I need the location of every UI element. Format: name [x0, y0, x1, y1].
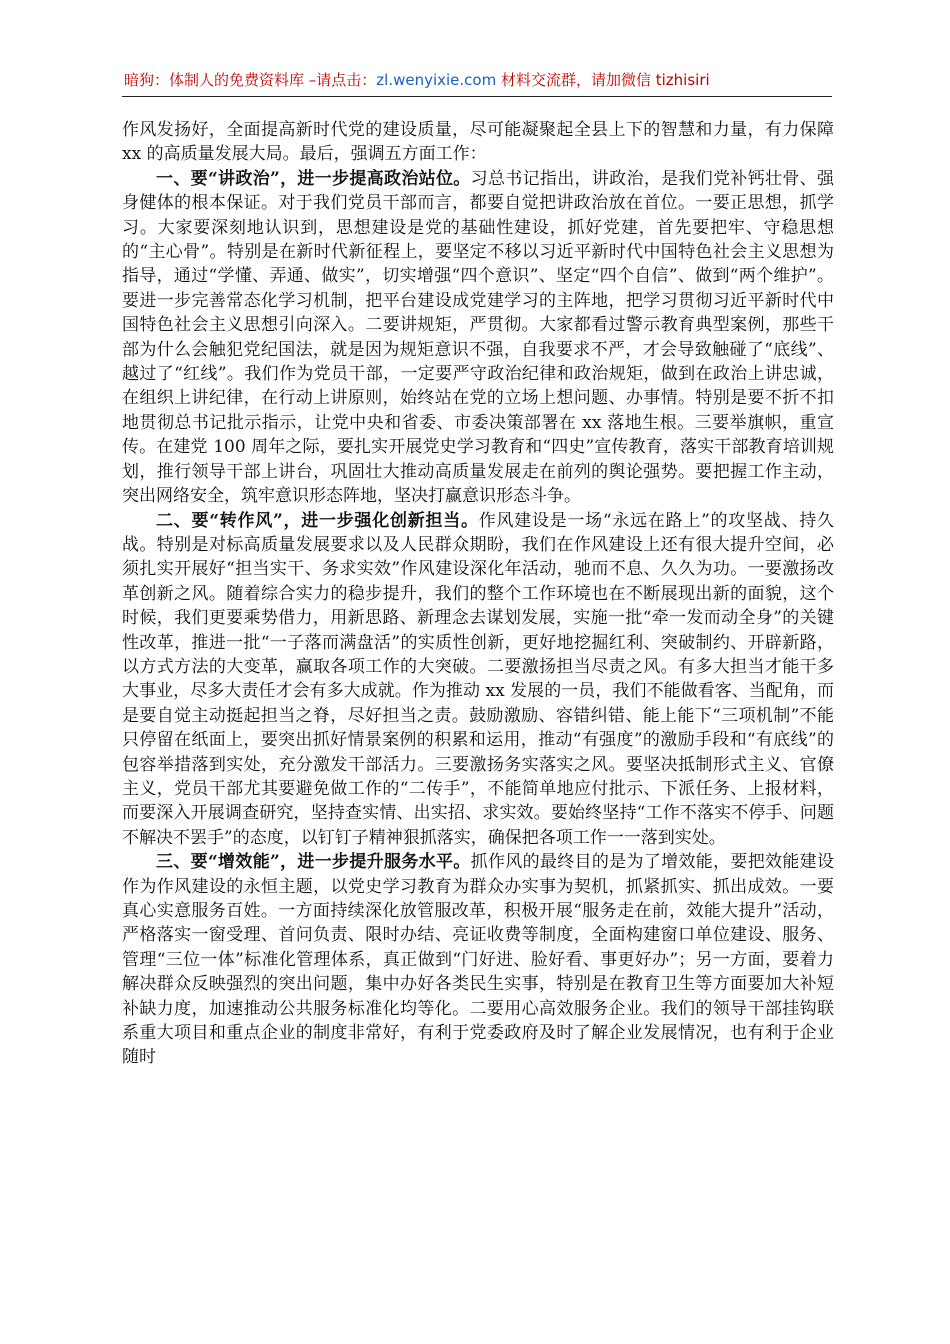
document-body — [122, 118, 834, 1070]
paragraph-intro — [122, 118, 834, 167]
header-site-link[interactable]: zl.wenyixie.com — [376, 71, 497, 89]
header-notice: 暗狗：体制人的免费资料库 –请点击： — [124, 71, 377, 89]
paragraph-text: 抓作风的最终目的是为了增效能，要把效能建设作为作风建设的永恒主题，以党史学习教育为群众办实事为契机，抓紧抓实、抓出成效。一要真心实意服务百姓。一方面持续深化放管服改革，积极开展“服务走在前，效能大提升”活动，严格落实一窗受理、首问负责、限时办结、亮证收费等制度，全面构建窗口单位建设、服务、管理“三位一体”标准化管理体系，真正做到“门好进、脸好看、事更好办”；另一方面，要着力解决群众反映强烈的突出问题，集中办好各类民生实事，特别是在教育卫生等方面要加大补短补缺力度，加速推动公共服务标准化均等化。二要用心高效服务企业。我们的领导干部挂钩联系重大项目和重点企业的制度非常好，有利于党委政府及时了解企业发展情况，也有利于企业随时 — [122, 852, 835, 1068]
paragraph-section-1 — [122, 167, 834, 509]
section-heading: 一、要“讲政治”，进一步提高政治站位。 — [156, 168, 471, 189]
section-heading: 三、要“增效能”，进一步提升服务水平。 — [156, 852, 471, 873]
paragraph-text: 习总书记指出，讲政治，是我们党补钙壮骨、强身健体的根本保证。对于我们党员干部而言，都要自觉把讲政治放在首位。一要正思想，抓学习。大家要深刻地认识到，思想建设是党的基础性建设，抓好党建，首先要把牢、守稳思想的“主心骨”。特别是在新时代新征程上，要坚定不移以习近平新时代中国特色社会主义思想为指导，通过“学懂、弄通、做实”，切实增强“四个意识”、坚定“四个自信”、做到“两个维护”。要进一步完善常态化学习机制，把平台建设成党建学习的主阵地，把学习贯彻习近平新时代中国特色社会主义思想引向深入。二要讲规矩，严贯彻。大家都看过警示教育典型案例，那些干部为什么会触犯党纪国法，就是因为规矩意识不强，自我要求不严，才会导致触碰了“底线”、越过了“红线”。我们作为党员干部，一定要严守政治纪律和政治规矩，做到在政治上讲忠诚，在组织上讲纪律，在行动上讲原则，始终站在党的立场上想问题、办事情。特别是要不折不扣地贯彻总书记批示指示，让党中央和省委、市委决策部署在 xx 落地生根。三要举旗帜，重宣传。在建党 100 周年之际，要扎实开展党史学习教育和“四史”宣传教育，落实干部教育培训规划，推行领导干部上讲台，巩固壮大推动高质量发展走在前列的舆论强势。要把握工作主动，突出网络安全，筑牢意识形态阵地，坚决打赢意识形态斗争。 — [122, 168, 835, 507]
paragraph-text: 作风建设是一场“永远在路上”的攻坚战、持久战。特别是对标高质量发展要求以及人民群众期盼，我们在作风建设上还有很大提升空间，必须扎实开展好“担当实干、务求实效”作风建设深化年活动，驰而不息、久久为功。一要激扬改革创新之风。随着综合实力的稳步提升，我们的整个工作环境也在不断展现出新的面貌，这个时候，我们更要乘势借力，用新思路、新理念去谋划发展，实施一批“牵一发而动全身”的关键性改革，推进一批“一子落而满盘活”的实质性创新，更好地挖掘红利、突破制约、开辟新路，以方式方法的大变革，赢取各项工作的大突破。二要激扬担当尽责之风。有多大担当才能干多大事业，尽多大责任才会有多大成就。作为推动 xx 发展的一员，我们不能做看客、当配角，而是要自觉主动挺起担当之脊，尽好担当之责。鼓励激励、容错纠错、能上能下“三项机制”不能只停留在纸面上，要突出抓好情景案例的积累和运用，推动“有强度”的激励手段和“有底线”的包容举措落到实处，充分激发干部活力。三要激扬务实落实之风。要坚决抵制形式主义、官僚主义，党员干部尤其要避免做工作的“二传手”，不能简单地应付批示、下派任务、上报材料，而要深入开展调查研究，坚持查实情、出实招、求实效。要始终坚持“工作不落实不停手、问题不解决不罢手”的态度，以钉钉子精神狠抓落实，确保把各项工作一一落到实处。 — [122, 510, 834, 848]
section-heading: 二、要“转作风”，进一步强化创新担当。 — [156, 510, 479, 531]
page-header — [124, 68, 832, 92]
header-group-notice: 材料交流群，请加微信 tizhisiri — [496, 71, 710, 89]
paragraph-section-3 — [122, 850, 834, 1070]
paragraph-section-2 — [122, 509, 834, 851]
paragraph-text: 作风发扬好，全面提高新时代党的建设质量，尽可能凝聚起全县上下的智慧和力量，有力保障 xx 的高质量发展大局。最后，强调五方面工作： — [122, 120, 834, 165]
header-divider — [122, 96, 832, 97]
